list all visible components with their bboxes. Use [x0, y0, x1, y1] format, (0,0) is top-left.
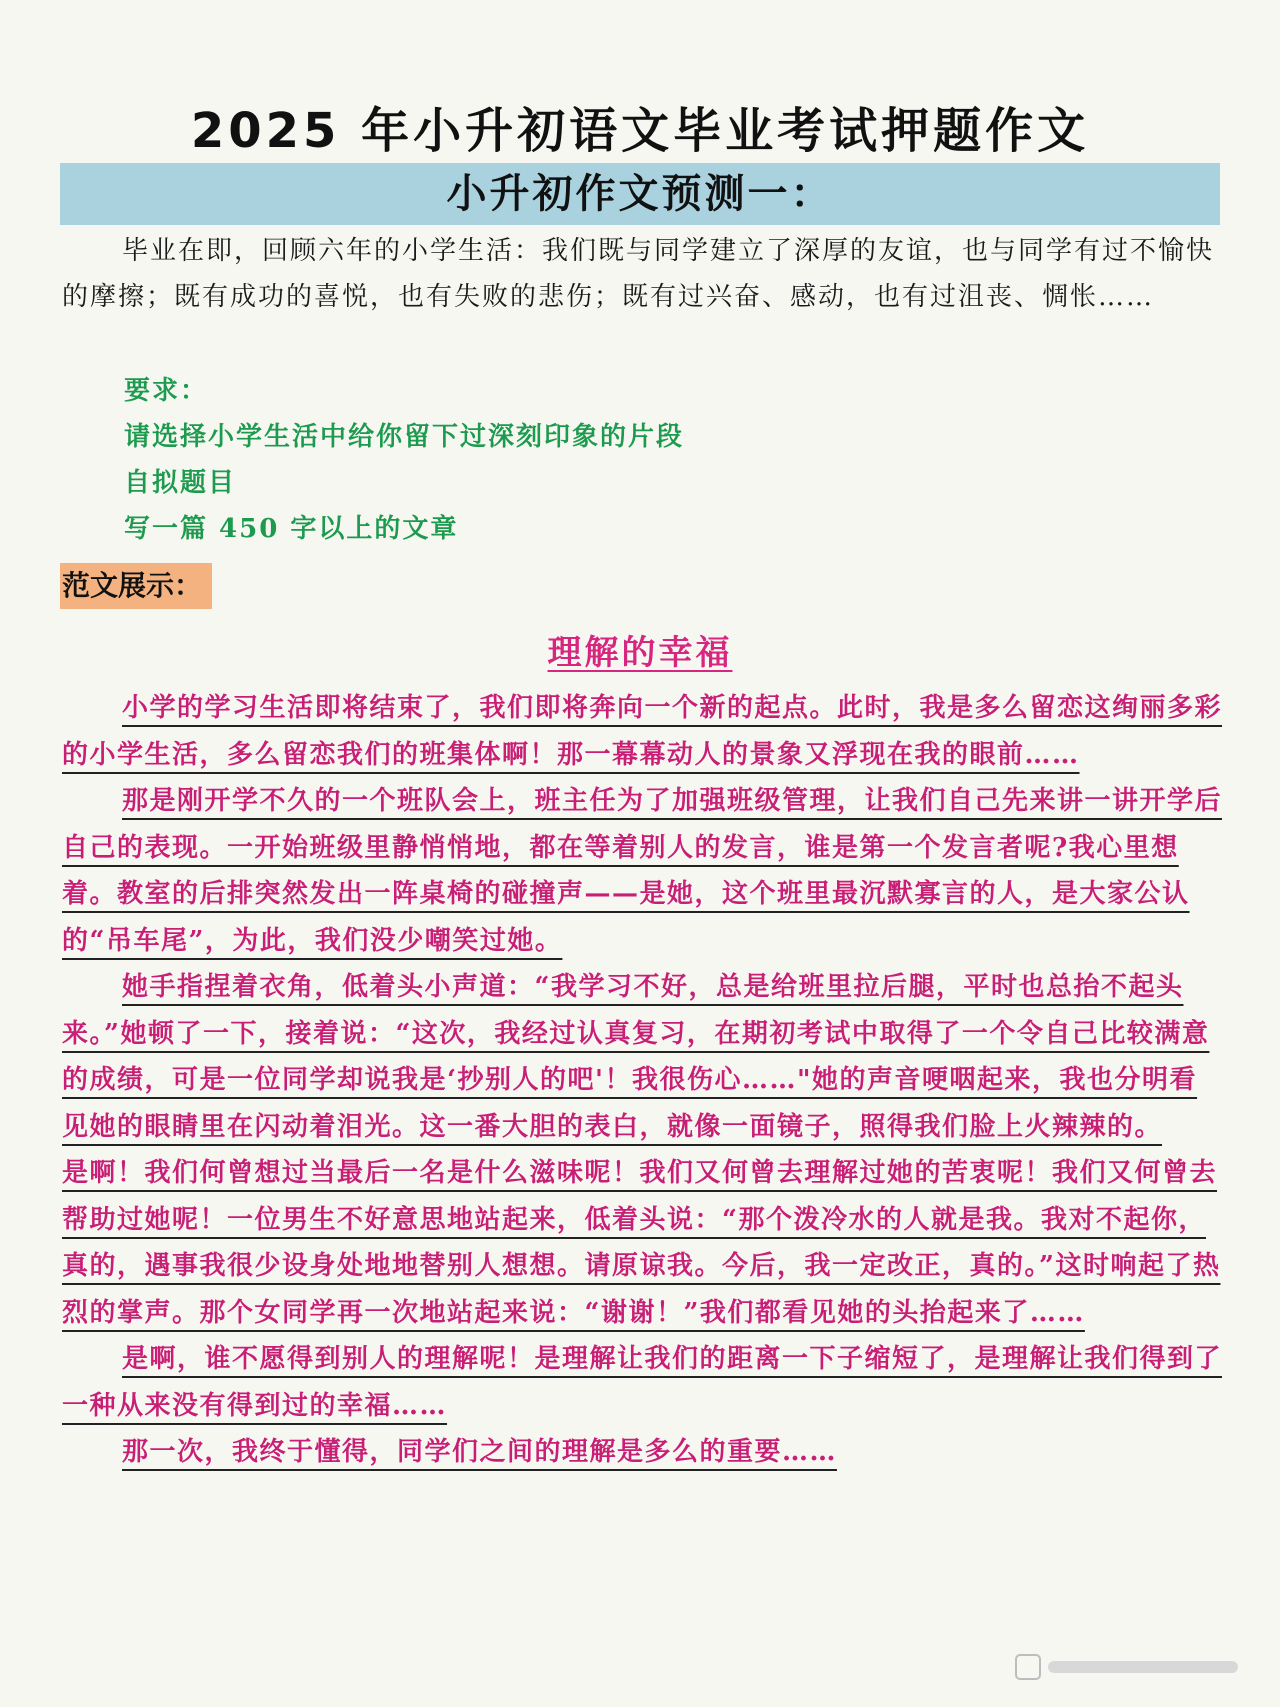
essay-paragraph-text: 小学的学习生活即将结束了，我们即将奔向一个新的起点。此时，我是多么留恋这绚丽多彩的小学生活，多么留恋我们的班集体啊！那一幕幕动人的景象又浮现在我的眼前…… [62, 693, 1223, 770]
essay-paragraph-text: 是啊！我们何曾想过当最后一名是什么滋味呢！我们又何曾去理解过她的苦衷呢！我们又何曾去帮助过她呢！一位男生不好意思地站起来，低着头说：“那个泼冷水的人就是我。我对不起你，真的，遇事我很少设身处地地替别人想想。请原谅我。今后，我一定改正，真的。”这时响起了热烈的掌声。那个女同学再一次地站起来说：“谢谢！”我们都看见她的头抬起来了…… [62, 1158, 1221, 1328]
essay-paragraph [62, 1336, 1222, 1429]
essay-paragraph-text: 她手指捏着衣角，低着头小声道：“我学习不好，总是给班里拉后腿，平时也总抬不起头来。”她顿了一下，接着说：“这次，我经过认真复习，在期初考试中取得了一个令自己比较满意的成绩，可是一位同学却说我是‘抄别人的吧'！我很伤心……"她的声音哽咽起来，我也分明看见她的眼睛里在闪动着泪光。这一番大胆的表白，就像一面镜子，照得我们脸上火辣辣的。 [62, 972, 1210, 1142]
essay-paragraph [62, 778, 1222, 964]
requirement-item: 写一篇 450 字以上的文章 [124, 514, 459, 544]
essay-paragraph-text: 那一次，我终于懂得，同学们之间的理解是多么的重要…… [122, 1437, 838, 1467]
essay-body [62, 685, 1222, 1476]
section-heading: 小升初作文预测一： [60, 163, 1220, 225]
requirement-item: 自拟题目 [124, 468, 237, 498]
essay-paragraph [62, 964, 1222, 1150]
prompt-text: 毕业在即，回顾六年的小学生活：我们既与同学建立了深厚的友谊，也与同学有过不愉快的摩擦；既有成功的喜悦，也有失败的悲伤；既有过兴奋、感动，也有过沮丧、惆怅…… [62, 236, 1215, 312]
essay-paragraph [62, 1150, 1222, 1336]
essay-title-text: 理解的幸福 [547, 633, 733, 673]
essay-paragraph-text: 那是刚开学不久的一个班队会上，班主任为了加强班级管理，让我们自己先来讲一讲开学后自己的表现。一开始班级里静悄悄地，都在等着别人的发言，谁是第一个发言者呢?我心里想着。教室的后排突然发出一阵桌椅的碰撞声——是她，这个班里最沉默寡言的人，是大家公认的“吊车尾”，为此，我们没少嘲笑过她。 [62, 786, 1223, 956]
page-title: 2025 年小升初语文毕业考试押题作文 [190, 103, 1090, 159]
watermark-icon [1014, 1649, 1244, 1685]
sample-essay-label: 范文展示： [60, 563, 212, 609]
requirements-list [124, 368, 684, 552]
essay-paragraph-text: 是啊，谁不愿得到别人的理解呢！是理解让我们的距离一下子缩短了，是理解让我们得到了一种从来没有得到过的幸福…… [62, 1344, 1223, 1421]
essay-title [0, 625, 1280, 674]
requirement-item: 请选择小学生活中给你留下过深刻印象的片段 [124, 422, 685, 452]
essay-paragraph [62, 1429, 1222, 1476]
requirements-label: 要求： [124, 376, 209, 406]
essay-paragraph [62, 685, 1222, 778]
